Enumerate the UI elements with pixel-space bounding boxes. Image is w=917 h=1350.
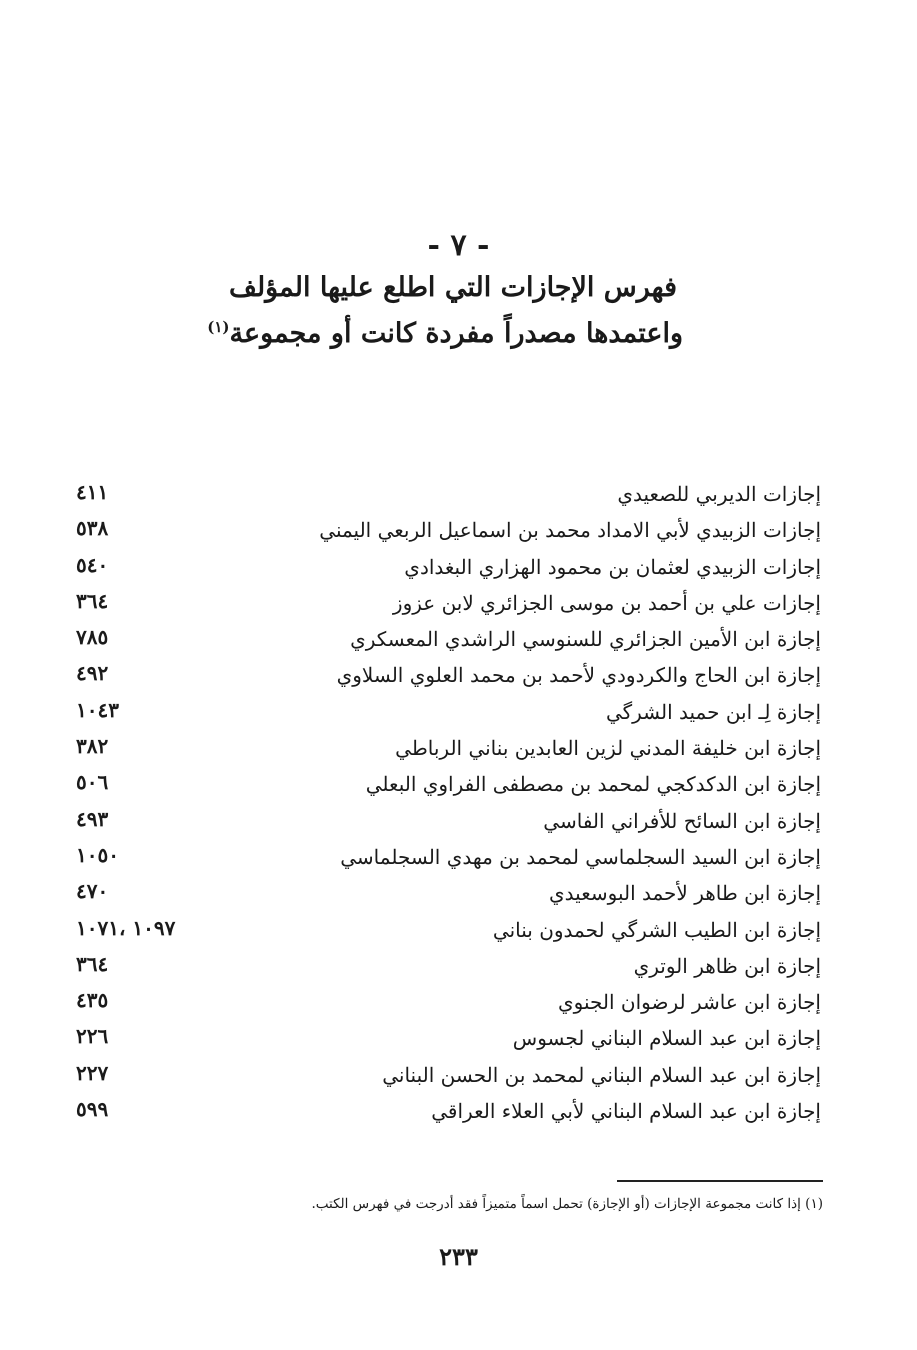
entry-title: إجازة ابن عاشر لرضوان الجنوي — [557, 990, 821, 1015]
index-entry — [0, 1024, 917, 1060]
entry-title: إجازة ابن السائح للأفراني الفاسي — [543, 808, 821, 833]
entry-page-number: ٥٣٨ — [76, 516, 109, 541]
index-title-line-2 — [207, 318, 683, 349]
index-entry — [0, 807, 917, 843]
entry-title: إجازات الديربي للصعيدي — [617, 482, 821, 506]
index-entry — [0, 480, 917, 516]
entry-page-number: ١٠٤٣ — [76, 697, 119, 722]
index-entries-list — [0, 480, 917, 1133]
entry-title: إجازة لِـ ابن حميد الشرگي — [605, 699, 821, 724]
index-entry — [0, 589, 917, 625]
entry-page-number: ٣٦٤ — [76, 951, 109, 976]
entry-title: إجازة ابن الطيب الشرگي لحمدون بناني — [492, 917, 821, 942]
index-title-line-1: فهرس الإجازات التي اطلع عليها المؤلف — [229, 272, 677, 303]
entry-page-number: ٤٩٣ — [76, 806, 109, 831]
entry-page-number: ٣٦٤ — [76, 588, 109, 613]
index-entry — [0, 734, 917, 770]
entry-title: إجازة ابن الحاج والكردودي لأحمد بن محمد العلوي السلاوي — [336, 663, 821, 688]
entry-page-number: ٣٨٢ — [76, 734, 109, 759]
index-entry — [0, 879, 917, 915]
section-number: - ٧ - — [427, 228, 490, 263]
entry-title: إجازات علي بن أحمد بن موسى الجزائري لابن عزوز — [392, 590, 821, 615]
entry-page-number: ١٠٥٠ — [76, 842, 119, 867]
entry-title: إجازة ابن طاهر لأحمد البوسعيدي — [549, 881, 821, 906]
entry-page-number: ٥٠٦ — [76, 770, 109, 795]
entry-page-number: ٤١١ — [76, 480, 109, 504]
entry-title: إجازات الزبيدي لعثمان بن محمود الهزاري البغدادي — [404, 554, 821, 579]
entry-title: إجازة ابن عبد السلام البناني لأبي العلاء العراقي — [431, 1099, 821, 1124]
footnote-divider — [617, 1180, 823, 1182]
index-entry — [0, 698, 917, 734]
entry-title: إجازات الزبيدي لأبي الامداد محمد بن اسماعيل الربعي اليمني — [319, 518, 821, 543]
index-entry — [0, 988, 917, 1024]
index-entry — [0, 952, 917, 988]
entry-page-number: ٥٤٠ — [76, 552, 109, 577]
entry-title: إجازة ابن ظاهر الوتري — [633, 953, 821, 978]
index-entry — [0, 625, 917, 661]
entry-title: إجازة ابن الأمين الجزائري للسنوسي الراشدي المعسكري — [350, 627, 821, 652]
index-entry — [0, 516, 917, 552]
entry-page-number: ٧٨٥ — [76, 625, 109, 650]
index-entry — [0, 661, 917, 697]
index-entry — [0, 770, 917, 806]
page-number: ٢٣٣ — [439, 1242, 478, 1271]
entry-page-number: ٥٩٩ — [76, 1097, 109, 1122]
index-entry — [0, 1061, 917, 1097]
entry-page-number: ٤٩٢ — [76, 661, 109, 686]
entry-title: إجازة ابن عبد السلام البناني لمحمد بن الحسن البناني — [382, 1062, 821, 1087]
entry-title: إجازة ابن خليفة المدني لزين العابدين بناني الرباطي — [395, 736, 821, 761]
entry-page-number: ١٠٩٧ ،١٠٧١ — [76, 915, 176, 940]
title-footnote-ref: (١) — [207, 318, 230, 336]
entry-title: إجازة ابن عبد السلام البناني لجسوس — [512, 1026, 821, 1051]
entry-title: إجازة ابن السيد السجلماسي لمحمد بن مهدي السجلماسي — [340, 844, 821, 869]
entry-page-number: ٢٢٦ — [76, 1024, 109, 1049]
index-entry — [0, 916, 917, 952]
index-entry — [0, 843, 917, 879]
entry-title: إجازة ابن الدكدكجي لمحمد بن مصطفى الفراوي البعلي — [365, 772, 821, 797]
index-entry — [0, 553, 917, 589]
entry-page-number: ٤٧٠ — [76, 879, 109, 904]
index-title-line-2-text: واعتمدها مصدراً مفردة كانت أو مجموعة — [229, 318, 683, 349]
entry-page-number: ٢٢٧ — [76, 1060, 109, 1085]
index-entry — [0, 1097, 917, 1133]
entry-page-number: ٤٣٥ — [76, 988, 109, 1013]
footnote: (١) إذا كانت مجموعة الإجازات (أو الإجازة) تحمل اسماً متميزاً فقد أدرجت في فهرس الكتب. — [311, 1196, 823, 1212]
